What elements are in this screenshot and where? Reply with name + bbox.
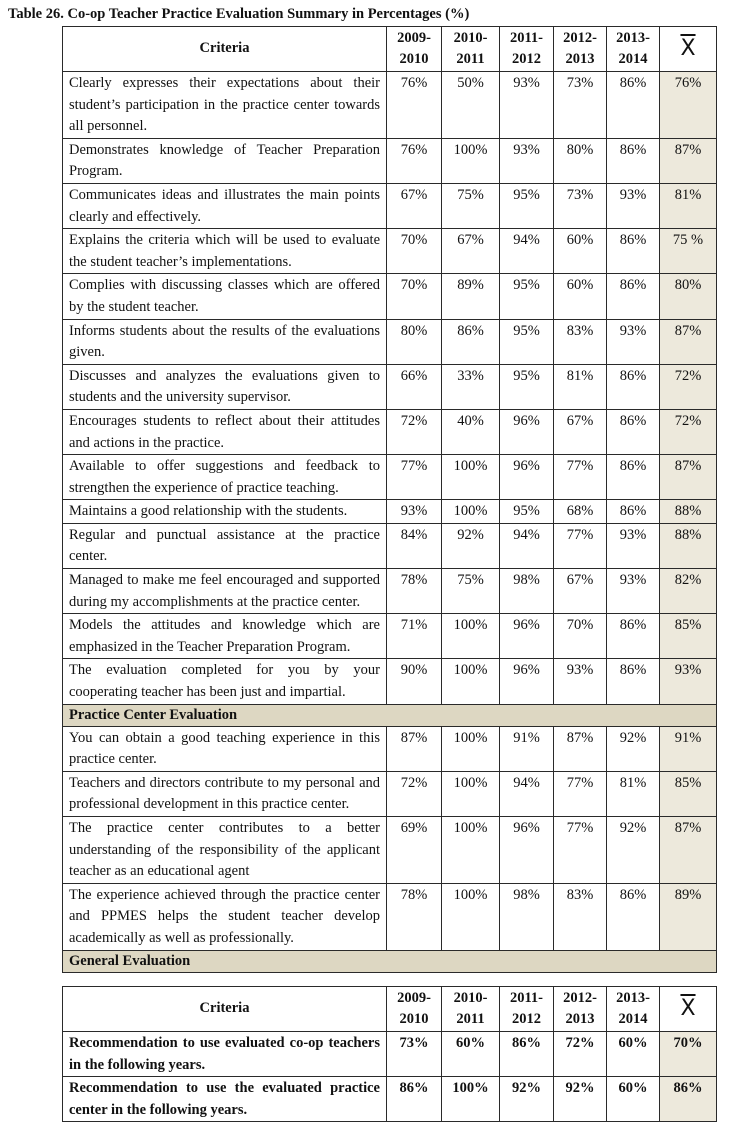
year-header [500,987,554,1032]
mean-cell: 75 % [660,229,717,274]
value-cell: 95% [500,500,554,524]
value-cell: 98% [500,569,554,614]
value-cell: 84% [387,523,442,568]
year-header [607,27,660,72]
criteria-cell: You can obtain a good teaching experience in this practice center. [63,726,387,771]
value-cell: 69% [387,817,442,884]
practice-center-section-title: Practice Center Evaluation [63,704,717,726]
value-cell: 76% [387,72,442,139]
table-row [63,1077,717,1122]
year-start: 2013- [616,30,650,46]
value-cell: 100% [442,817,500,884]
year-end: 2013 [565,51,595,67]
year-start: 2009- [397,990,431,1006]
year-start: 2012- [563,990,597,1006]
value-cell: 71% [387,614,442,659]
year-header [442,987,500,1032]
value-cell: 96% [500,455,554,500]
value-cell: 66% [387,364,442,409]
mean-cell: 93% [660,659,717,704]
table-row [63,817,717,884]
mean-cell: 81% [660,183,717,228]
criteria-cell: Explains the criteria which will be used to evaluate the student teacher’s implementations. [63,229,387,274]
value-cell: 92% [554,1077,607,1122]
value-cell: 93% [607,523,660,568]
value-cell: 70% [387,229,442,274]
year-start: 2010- [453,30,488,46]
value-cell: 60% [554,274,607,319]
value-cell: 77% [554,771,607,816]
value-cell: 95% [500,319,554,364]
value-cell: 100% [442,1077,500,1122]
value-cell: 67% [554,569,607,614]
table-header [63,27,717,72]
table-row [63,409,717,454]
criteria-cell: The evaluation completed for you by your cooperating teacher has been just and impartial. [63,659,387,704]
mean-header [660,27,717,72]
mean-cell: 85% [660,614,717,659]
year-header [554,987,607,1032]
value-cell: 96% [500,409,554,454]
value-cell: 95% [500,274,554,319]
year-end: 2012 [512,1011,541,1027]
criteria-cell: Complies with discussing classes which are offered by the student teacher. [63,274,387,319]
general-evaluation-section-title: General Evaluation [63,950,717,972]
criteria-cell: Encourages students to reflect about their attitudes and actions in the practice. [63,409,387,454]
value-cell: 87% [387,726,442,771]
value-cell: 92% [607,817,660,884]
value-cell: 73% [387,1032,442,1077]
criteria-header: Criteria [63,27,387,72]
general-evaluation-section [63,950,717,972]
year-start: 2013- [616,990,650,1006]
mean-cell: 72% [660,364,717,409]
year-end: 2013 [565,1011,595,1027]
criteria-cell: Recommendation to use the evaluated practice center in the following years. [63,1077,387,1122]
value-cell: 77% [554,523,607,568]
mean-cell: 87% [660,319,717,364]
criteria-cell: Recommendation to use evaluated co-op teachers in the following years. [63,1032,387,1077]
value-cell: 67% [442,229,500,274]
value-cell: 93% [500,72,554,139]
value-cell: 40% [442,409,500,454]
value-cell: 100% [442,771,500,816]
value-cell: 89% [442,274,500,319]
table-header-2 [63,987,717,1032]
mean-cell: 87% [660,138,717,183]
value-cell: 81% [554,364,607,409]
value-cell: 93% [607,319,660,364]
mean-header [660,987,717,1032]
value-cell: 50% [442,72,500,139]
mean-cell: 88% [660,523,717,568]
value-cell: 92% [607,726,660,771]
table-row [63,364,717,409]
criteria-cell: Demonstrates knowledge of Teacher Preparation Program. [63,138,387,183]
criteria-cell: Available to offer suggestions and feedback to strengthen the experience of practice teaching. [63,455,387,500]
value-cell: 67% [387,183,442,228]
value-cell: 33% [442,364,500,409]
table-row [63,274,717,319]
table-row [63,319,717,364]
criteria-cell: Informs students about the results of the evaluations given. [63,319,387,364]
year-end: 2014 [618,51,648,67]
value-cell: 86% [607,274,660,319]
value-cell: 100% [442,138,500,183]
value-cell: 86% [500,1032,554,1077]
year-start: 2011- [509,30,544,46]
year-header [607,987,660,1032]
value-cell: 96% [500,659,554,704]
value-cell: 77% [554,817,607,884]
value-cell: 98% [500,883,554,950]
mean-cell: 87% [660,817,717,884]
criteria-header: Criteria [63,987,387,1032]
mean-cell: 72% [660,409,717,454]
table-row [63,614,717,659]
year-start: 2011- [509,990,544,1006]
value-cell: 100% [442,726,500,771]
criteria-cell: Managed to make me feel encouraged and supported during my accomplishments at the practice center. [63,569,387,614]
value-cell: 75% [442,569,500,614]
table-row [63,455,717,500]
value-cell: 83% [554,319,607,364]
value-cell: 86% [442,319,500,364]
value-cell: 86% [387,1077,442,1122]
value-cell: 68% [554,500,607,524]
value-cell: 100% [442,500,500,524]
value-cell: 60% [607,1032,660,1077]
value-cell: 86% [607,500,660,524]
mean-cell: 76% [660,72,717,139]
mean-cell: 89% [660,883,717,950]
value-cell: 73% [554,72,607,139]
value-cell: 77% [387,455,442,500]
value-cell: 70% [554,614,607,659]
criteria-cell: Teachers and directors contribute to my personal and professional development in this practice center. [63,771,387,816]
value-cell: 93% [554,659,607,704]
criteria-cell: Models the attitudes and knowledge which are emphasized in the Teacher Preparation Program. [63,614,387,659]
value-cell: 86% [607,409,660,454]
criteria-cell: The experience achieved through the practice center and PPMES helps the student teacher develop academically as well as professionally. [63,883,387,950]
table-row [63,659,717,704]
table-row [63,1032,717,1077]
criteria-cell: Clearly expresses their expectations about their student’s participation in the practice center towards all personnel. [63,72,387,139]
year-end: 2011 [456,51,485,67]
value-cell: 93% [500,138,554,183]
value-cell: 100% [442,455,500,500]
value-cell: 60% [442,1032,500,1077]
value-cell: 80% [387,319,442,364]
table-row [63,138,717,183]
value-cell: 60% [607,1077,660,1122]
value-cell: 94% [500,523,554,568]
criteria-cell: Maintains a good relationship with the students. [63,500,387,524]
value-cell: 72% [387,771,442,816]
mean-cell: 86% [660,1077,717,1122]
value-cell: 94% [500,229,554,274]
value-cell: 72% [387,409,442,454]
table-caption: Table 26. Co-op Teacher Practice Evaluation Summary in Percentages (%) [8,6,470,22]
general-evaluation-table [62,986,717,1122]
value-cell: 72% [554,1032,607,1077]
value-cell: 95% [500,183,554,228]
value-cell: 81% [607,771,660,816]
value-cell: 91% [500,726,554,771]
value-cell: 80% [554,138,607,183]
value-cell: 96% [500,817,554,884]
table-row [63,523,717,568]
value-cell: 100% [442,883,500,950]
value-cell: 86% [607,72,660,139]
value-cell: 86% [607,455,660,500]
mean-cell: 91% [660,726,717,771]
criteria-cell: The practice center contributes to a better understanding of the responsibility of the applicant teacher as an educational agent [63,817,387,884]
criteria-cell: Regular and punctual assistance at the practice center. [63,523,387,568]
value-cell: 83% [554,883,607,950]
mean-cell: 82% [660,569,717,614]
mean-cell: 87% [660,455,717,500]
year-header [387,27,442,72]
value-cell: 92% [500,1077,554,1122]
value-cell: 73% [554,183,607,228]
evaluation-table [62,26,717,973]
year-header [387,987,442,1032]
value-cell: 60% [554,229,607,274]
value-cell: 70% [387,274,442,319]
value-cell: 86% [607,138,660,183]
table-row [63,500,717,524]
value-cell: 86% [607,364,660,409]
mean-cell: 85% [660,771,717,816]
value-cell: 94% [500,771,554,816]
value-cell: 100% [442,659,500,704]
value-cell: 86% [607,659,660,704]
year-header [500,27,554,72]
value-cell: 67% [554,409,607,454]
year-end: 2012 [512,51,541,67]
value-cell: 93% [607,183,660,228]
value-cell: 93% [387,500,442,524]
value-cell: 96% [500,614,554,659]
table-row [63,72,717,139]
year-header [554,27,607,72]
mean-cell: 70% [660,1032,717,1077]
value-cell: 78% [387,883,442,950]
criteria-cell: Communicates ideas and illustrates the main points clearly and effectively. [63,183,387,228]
value-cell: 86% [607,883,660,950]
mean-cell: 80% [660,274,717,319]
value-cell: 77% [554,455,607,500]
year-end: 2014 [618,1011,648,1027]
value-cell: 90% [387,659,442,704]
value-cell: 86% [607,614,660,659]
value-cell: 75% [442,183,500,228]
practice-center-section [63,704,717,726]
year-start: 2012- [563,30,597,46]
value-cell: 76% [387,138,442,183]
table-row [63,726,717,771]
year-end: 2010 [399,51,429,67]
value-cell: 92% [442,523,500,568]
mean-symbol: $\overline{X}$ [680,995,696,1021]
value-cell: 100% [442,614,500,659]
value-cell: 87% [554,726,607,771]
year-end: 2011 [456,1011,485,1027]
year-header [442,27,500,72]
table-row [63,183,717,228]
mean-symbol: $\overline{X}$ [680,35,696,61]
mean-cell: 88% [660,500,717,524]
year-start: 2010- [453,990,488,1006]
table-row [63,229,717,274]
criteria-cell: Discusses and analyzes the evaluations given to students and the university supervisor. [63,364,387,409]
table-row [63,569,717,614]
value-cell: 95% [500,364,554,409]
year-end: 2010 [399,1011,429,1027]
table-row [63,883,717,950]
table-row [63,771,717,816]
value-cell: 86% [607,229,660,274]
year-start: 2009- [397,30,431,46]
value-cell: 93% [607,569,660,614]
value-cell: 78% [387,569,442,614]
